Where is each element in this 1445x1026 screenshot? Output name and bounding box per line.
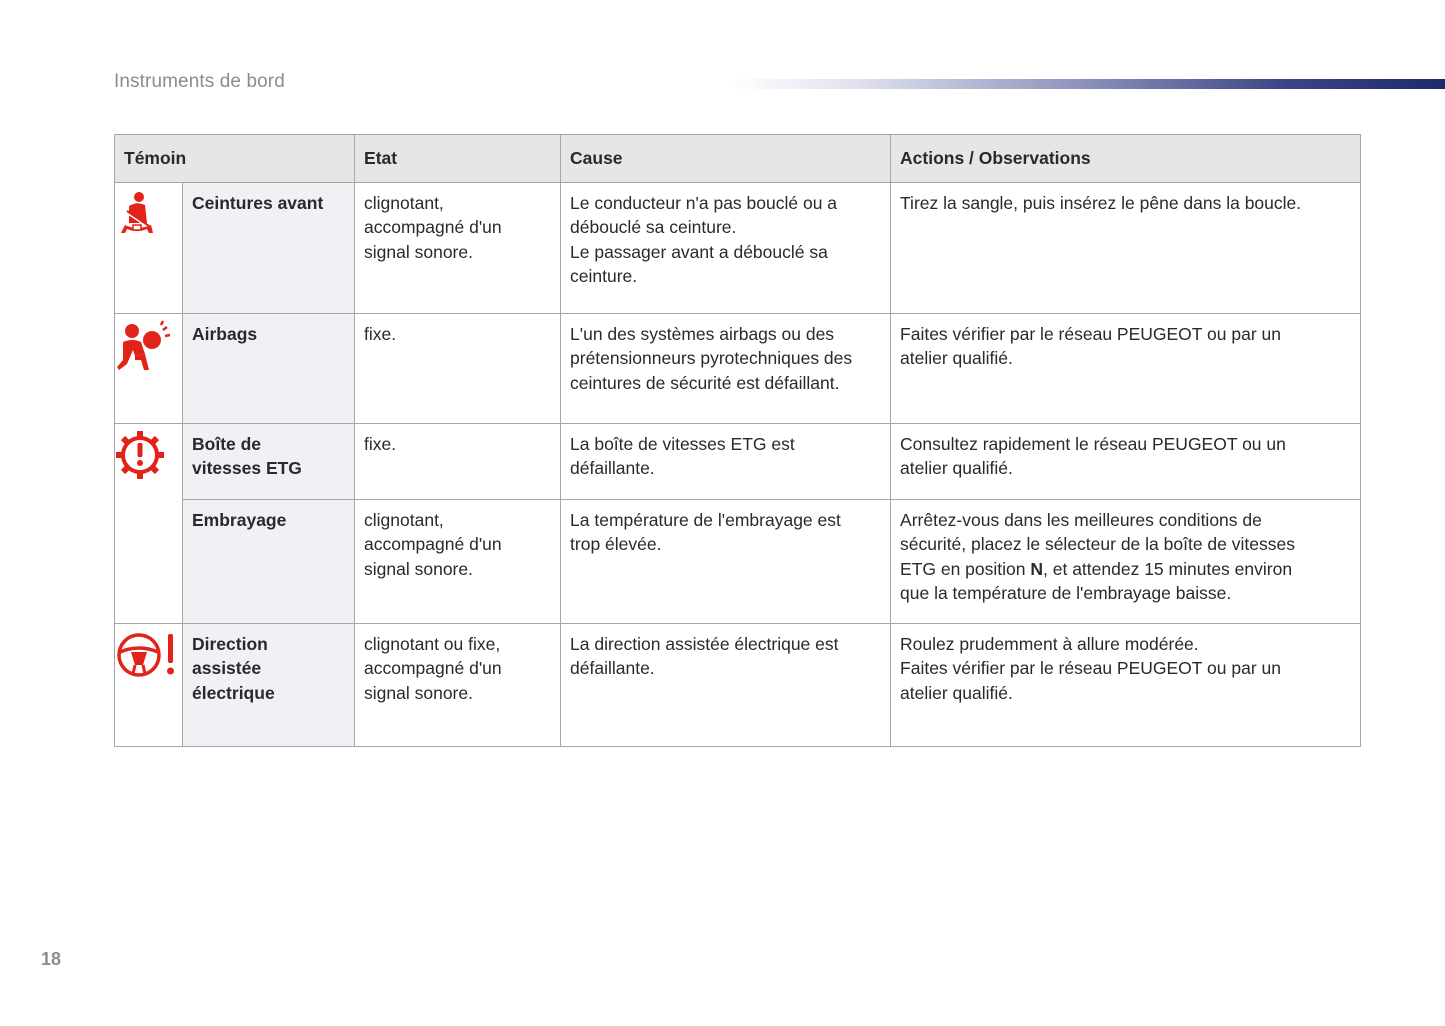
warning-name <box>183 624 355 747</box>
cause-line: ceintures de sécurité est défaillant. <box>570 372 840 393</box>
column-header-cause: Cause <box>561 135 891 183</box>
warning-name: Ceintures avant <box>183 183 355 314</box>
table-row <box>115 424 1361 500</box>
cause-line: La température de l'embrayage est <box>570 510 841 530</box>
seatbelt-warning-icon <box>115 189 159 247</box>
etat-line: accompagné d'un <box>364 658 502 679</box>
actions-cell <box>891 314 1361 424</box>
table-row <box>115 314 1361 424</box>
header-gradient-bar <box>730 79 1445 89</box>
warning-name-line: vitesses ETG <box>192 458 302 479</box>
warning-name-line: électrique <box>192 682 275 703</box>
etat-line: accompagné d'un <box>364 217 502 238</box>
cause-line: prétensionneurs pyrotechniques des <box>570 348 853 369</box>
cause-cell <box>561 424 891 500</box>
cause-line: Le passager avant a débouclé sa <box>570 241 828 262</box>
table-header-row <box>115 135 1361 183</box>
cause-line: Le conducteur n'a pas bouclé ou a <box>570 193 838 213</box>
actions-line: que la température de l'embrayage baisse. <box>900 582 1232 603</box>
cause-line: La boîte de vitesses ETG est <box>570 434 795 454</box>
warning-name: Airbags <box>183 314 355 424</box>
cause-cell <box>561 624 891 747</box>
etat-line: clignotant, <box>364 510 444 530</box>
icon-cell <box>115 183 183 314</box>
table-row <box>115 500 1361 624</box>
cause-cell <box>561 314 891 424</box>
warning-lights-table <box>114 134 1361 747</box>
warning-name-line: Boîte de <box>192 434 262 454</box>
etat-line: signal sonore. <box>364 558 473 579</box>
actions-text: , et attendez 15 minutes environ <box>1043 558 1293 579</box>
warning-name-line: Direction <box>192 634 268 654</box>
cause-line: La direction assistée électrique est <box>570 634 839 654</box>
etat-cell <box>355 424 561 500</box>
actions-line: atelier qualifié. <box>900 458 1013 479</box>
actions-cell <box>891 624 1361 747</box>
cause-cell <box>561 500 891 624</box>
actions-line <box>900 557 1351 581</box>
etat-line: fixe. <box>364 324 397 344</box>
icon-cell <box>115 424 183 624</box>
actions-cell <box>891 424 1361 500</box>
warning-name <box>183 424 355 500</box>
column-header-etat: Etat <box>355 135 561 183</box>
cause-line: défaillante. <box>570 658 655 679</box>
column-header-actions: Actions / Observations <box>891 135 1361 183</box>
gear-position-n: N <box>1030 558 1044 579</box>
actions-line: sécurité, placez le sélecteur de la boîte de vitesses <box>900 534 1295 555</box>
etat-line: fixe. <box>364 434 397 454</box>
actions-line: Arrêtez-vous dans les meilleures conditions de <box>900 510 1262 530</box>
actions-line: Roulez prudemment à allure modérée. <box>900 634 1199 654</box>
actions-line: Faites vérifier par le réseau PEUGEOT ou par un <box>900 324 1281 344</box>
etat-line: clignotant ou fixe, <box>364 634 501 654</box>
cause-cell <box>561 183 891 314</box>
section-title: Instruments de bord <box>114 71 285 92</box>
table-row <box>115 624 1361 747</box>
actions-cell <box>891 183 1361 314</box>
icon-cell <box>115 314 183 424</box>
icon-cell <box>115 624 183 747</box>
page-number: 18 <box>41 949 62 969</box>
table-row <box>115 183 1361 314</box>
etat-cell <box>355 500 561 624</box>
column-header-temoin: Témoin <box>115 135 355 183</box>
etat-cell <box>355 624 561 747</box>
actions-cell <box>891 500 1361 624</box>
etat-line: signal sonore. <box>364 682 473 703</box>
actions-line: Faites vérifier par le réseau PEUGEOT ou par un <box>900 658 1281 679</box>
gearbox-warning-icon <box>115 430 165 486</box>
cause-line: débouclé sa ceinture. <box>570 217 737 238</box>
warning-name: Embrayage <box>183 500 355 624</box>
warning-name-line: assistée <box>192 658 262 679</box>
airbag-warning-icon <box>115 320 171 380</box>
actions-line: Tirez la sangle, puis insérez le pêne dans la boucle. <box>900 193 1302 213</box>
cause-line: trop élevée. <box>570 534 662 555</box>
cause-line: L'un des systèmes airbags ou des <box>570 324 835 344</box>
actions-line: atelier qualifié. <box>900 348 1013 369</box>
actions-text: ETG en position <box>900 558 1031 579</box>
actions-line: atelier qualifié. <box>900 682 1013 703</box>
etat-cell <box>355 183 561 314</box>
power-steering-warning-icon <box>115 630 177 686</box>
etat-cell <box>355 314 561 424</box>
cause-line: ceinture. <box>570 265 638 286</box>
etat-line: signal sonore. <box>364 241 473 262</box>
etat-line: accompagné d'un <box>364 534 502 555</box>
actions-line: Consultez rapidement le réseau PEUGEOT ou un <box>900 434 1286 454</box>
etat-line: clignotant, <box>364 193 444 213</box>
cause-line: défaillante. <box>570 458 655 479</box>
